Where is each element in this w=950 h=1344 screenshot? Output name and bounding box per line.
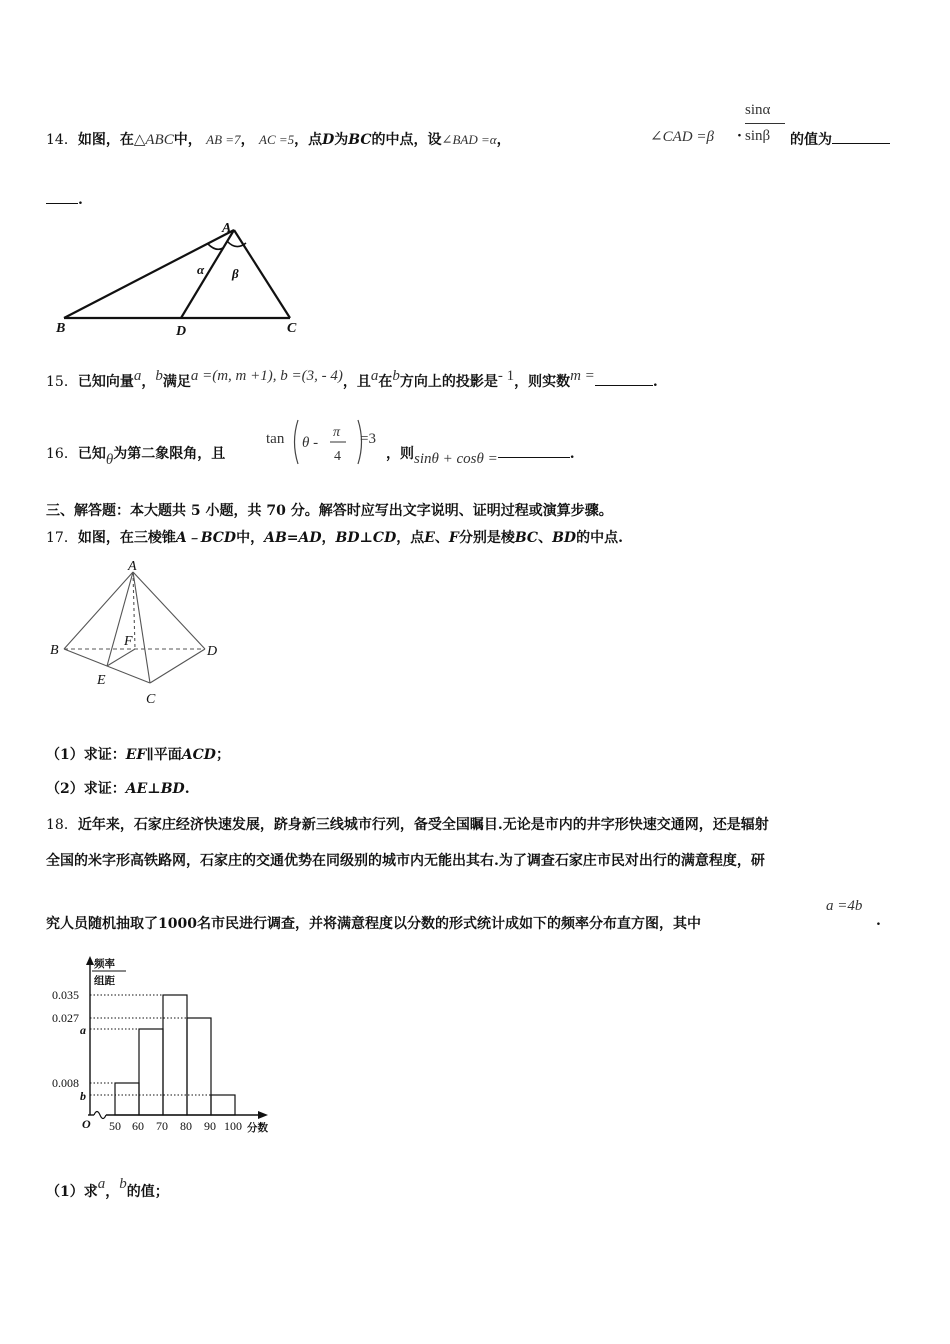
q14-frac-num: sinα [745, 102, 771, 118]
label-e: E [97, 673, 106, 688]
bar-50-60 [115, 1083, 139, 1115]
q15-number: 15． [46, 374, 78, 390]
ytick-label: 0.008 [52, 1076, 79, 1090]
q14-cad: ∠CAD =β [650, 129, 714, 145]
answer-blank [46, 191, 78, 204]
axis-break [94, 1112, 106, 1119]
label-c: C [146, 692, 156, 707]
pi: π [333, 425, 341, 440]
edge-ad [133, 572, 205, 649]
label-a: A [222, 221, 232, 236]
answer-blank [595, 373, 653, 386]
xtick-label: 80 [180, 1119, 192, 1133]
xtick-label: 50 [109, 1119, 121, 1133]
q17-tetrahedron-figure [40, 555, 240, 710]
q14-number: 14． [46, 132, 78, 148]
label-beta: β [232, 266, 239, 281]
bar-60-70 [139, 1029, 163, 1115]
q15-line: 15．已知向量a，b满足a =(m, m +1), b =(3, - 4)，且a在b方向上的投影是- 1，则实数m = . [46, 368, 658, 390]
ytick-label: 0.027 [52, 1011, 79, 1025]
section-heading: 三、解答题：本大题共 5 小题，共 70 分。解答时应写出文字说明、证明过程或演算步骤。 [46, 503, 613, 519]
answer-blank [498, 445, 570, 458]
label-d: D [176, 324, 187, 339]
q17-part1: （1）求证：EF∥平面ACD； [46, 747, 230, 763]
q17-part2: （2）求证：AE⊥BD. [46, 781, 190, 797]
q14-dot: · [737, 128, 742, 144]
ytick-label: b [80, 1089, 86, 1103]
q16-tan: tan [266, 431, 285, 447]
q14-line2: . [46, 191, 83, 208]
q18-part1: （1）求a，b的值； [46, 1176, 169, 1200]
ylabel-top: 频率 [94, 959, 115, 970]
q14-tail: 的值为 [790, 129, 890, 149]
label-b: B [50, 643, 59, 658]
q18-number: 18． [46, 817, 78, 833]
label-d: D [207, 644, 218, 659]
histogram [40, 950, 290, 1140]
label-alpha: α [197, 262, 205, 277]
q18-end: . [876, 913, 881, 929]
theta-minus: θ - [302, 435, 319, 451]
q18-line2: 全国的米字形高铁路网，石家庄的交通优势在同级别的城市内无能出其右.为了调查石家庄市民对出行的满意程度，研 [46, 853, 765, 869]
q16-number: 16． [46, 446, 78, 462]
q14-line: 14．如图，在△ABC中， AB =7， AC =5，点D为BC的中点，设∠BAD =α， [46, 132, 511, 148]
q18-condition: a =4b [826, 898, 863, 914]
q16-tail: ，则sinθ + cosθ = . [386, 446, 575, 467]
answer-blank [832, 131, 890, 144]
q16-paren-group [290, 418, 370, 466]
q14-frac-bar [745, 123, 785, 124]
bar-70-80 [163, 995, 187, 1115]
four: 4 [334, 449, 341, 464]
q14-triangle-figure [40, 208, 320, 343]
angle-alpha-arc [208, 244, 223, 249]
q17-number: 17． [46, 530, 78, 546]
q18-line1: 18．近年来，石家庄经济快速发展，跻身新三线城市行列，备受全国瞩目.无论是市内的井字形快速交通网，还是辐射 [46, 817, 769, 833]
label-b: B [56, 321, 66, 336]
x-axis-arrow [258, 1111, 268, 1119]
q18-line3: 究人员随机抽取了1000名市民进行调查，并将满意程度以分数的形式统计成如下的频率分布直方图，其中 [46, 916, 701, 932]
side-ac [234, 230, 290, 318]
bar-90-100 [211, 1095, 235, 1115]
xtick-label: 100 [224, 1119, 242, 1133]
ytick-label: a [80, 1023, 86, 1037]
ylabel-bottom: 组距 [94, 976, 115, 987]
y-axis-arrow [86, 956, 94, 965]
q16-head: 16．已知θ为第二象限角，且 [46, 446, 226, 468]
label-c: C [287, 321, 297, 336]
xtick-label: 70 [156, 1119, 168, 1133]
xlabel: 分数 [247, 1123, 268, 1134]
origin-label: O [82, 1117, 91, 1131]
edge-cd [150, 649, 205, 683]
left-paren [295, 420, 299, 464]
label-f: F [124, 634, 133, 649]
xtick-label: 90 [204, 1119, 216, 1133]
q16-eq3: =3 [360, 431, 376, 447]
label-a: A [128, 559, 137, 574]
q14-frac-den: sinβ [745, 128, 771, 144]
edge-ac [133, 572, 150, 683]
q17-line: 17．如图，在三棱锥A﹣BCD中，AB=AD，BD⊥CD，点E、F分别是棱BC、BD的中点. [46, 530, 623, 546]
xtick-label: 60 [132, 1119, 144, 1133]
ytick-label: 0.035 [52, 988, 79, 1002]
bar-80-90 [187, 1018, 211, 1115]
